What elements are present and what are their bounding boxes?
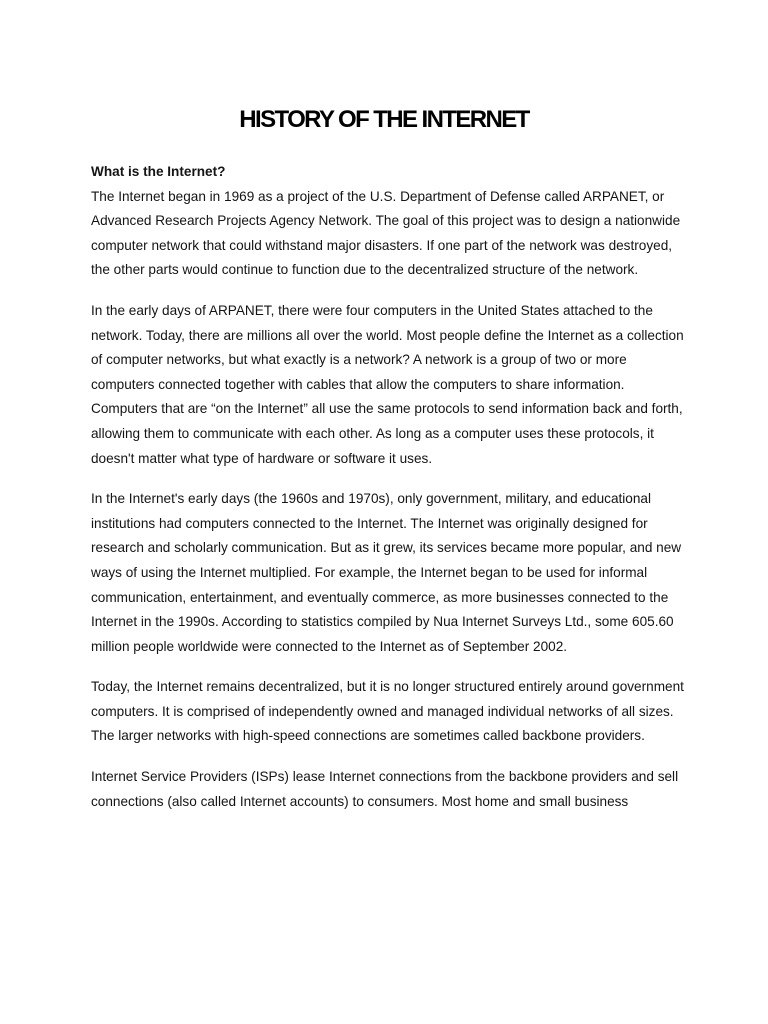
document-title: HISTORY OF THE INTERNET [239, 106, 529, 133]
paragraph-5: Internet Service Providers (ISPs) lease Internet connections from the backbone providers and sell connections (also called Internet accounts) to consumers. Most home and small business [91, 769, 679, 809]
section-heading: What is the Internet? [91, 164, 226, 179]
paragraph-3: In the Internet's early days (the 1960s and 1970s), only government, military, and educational institutions had computers connected to the Internet. The Internet was originally designed for research and scholarly communication. But as it grew, its services became more popular, and new ways of using the Internet multiplied. For example, the Internet began to be used for informal communication, entertainment, and eventually commerce, as more businesses connected to the Internet in the 1990s. According to statistics compiled by Nua Internet Surveys Ltd., some 605.60 million people worldwide were connected to the Internet as of September 2002. [91, 491, 682, 654]
paragraph-1: The Internet began in 1969 as a project of the U.S. Department of Defense called ARPANET, or Advanced Research Projects Agency Network. The goal of this project was to design a nationwide computer network that could withstand major disasters. If one part of the network was destroyed, the other parts would continue to function due to the decentralized structure of the network. [91, 188, 681, 278]
document-body [91, 160, 691, 830]
paragraph-4: Today, the Internet remains decentralized, but it is no longer structured entirely around government computers. It is comprised of independently owned and managed individual networks of all sizes. The larger networks with high-speed connections are sometimes called backbone providers. [91, 679, 684, 744]
paragraph-2: In the early days of ARPANET, there were four computers in the United States attached to the network. Today, there are millions all over the world. Most people define the Internet as a collection of computer networks, but what exactly is a network? A network is a group of two or more computers connected together with cables that allow the computers to share information. Computers that are “on the Internet” all use the same protocols to send information back and forth, allowing them to communicate with each other. As long as a computer uses these protocols, it doesn't matter what type of hardware or software it uses. [91, 302, 684, 466]
